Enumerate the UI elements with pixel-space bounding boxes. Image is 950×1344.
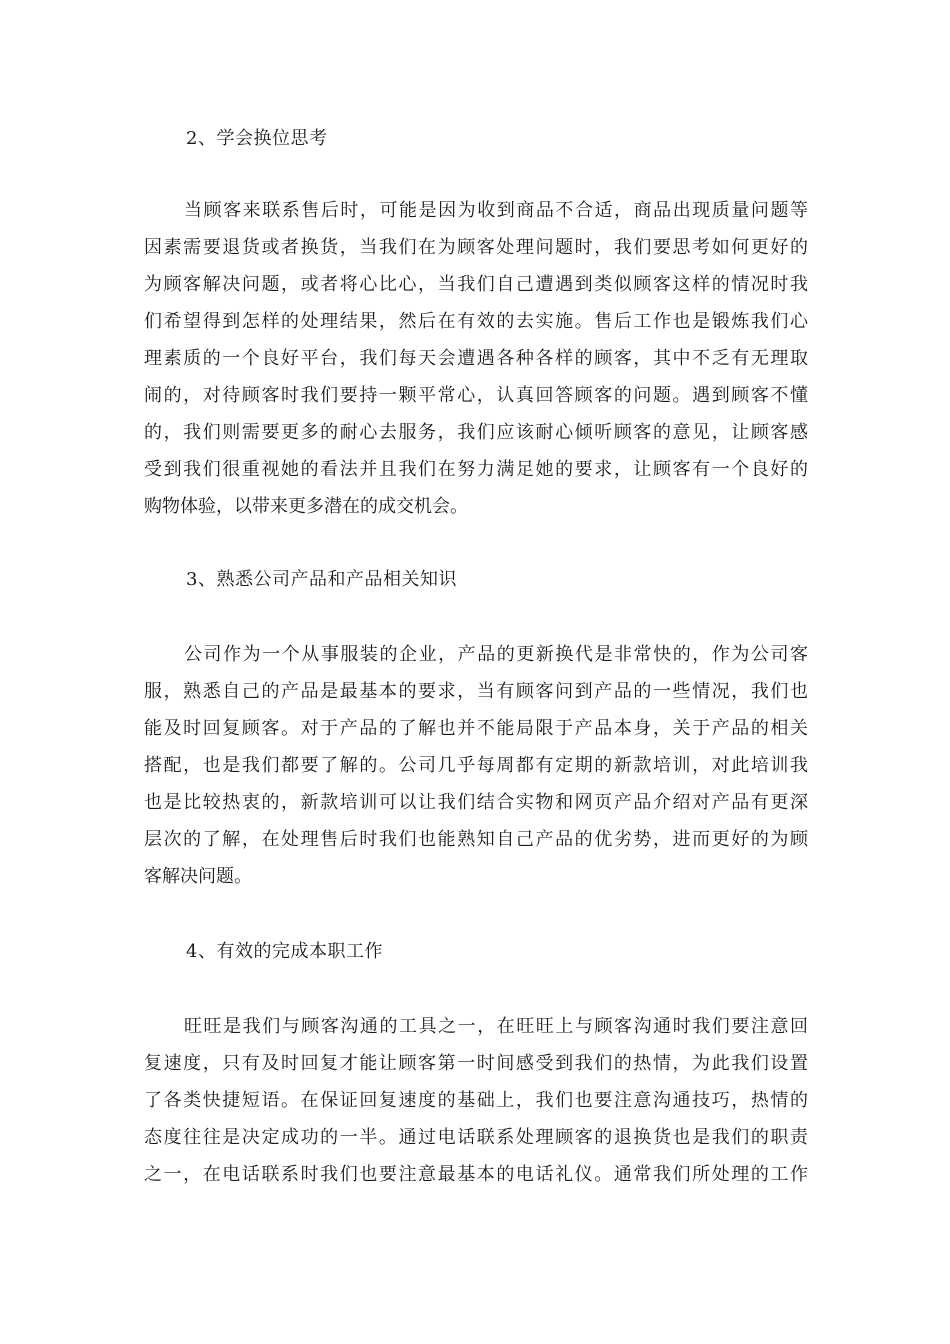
paragraph-line: 理素质的一个良好平台，我们每天会遭遇各种各样的顾客，其中不乏有无理取 bbox=[144, 348, 808, 369]
paragraph-line: 购物体验，以带来更多潜在的成交机会。 bbox=[144, 496, 468, 517]
paragraph-line: 搭配，也是我们都要了解的。公司几乎每周都有定期的新款培训，对此培训我 bbox=[144, 755, 808, 776]
paragraph-line: 旺旺是我们与顾客沟通的工具之一，在旺旺上与顾客沟通时我们要注意回 bbox=[184, 1016, 808, 1037]
section-heading-4: 4、有效的完成本职工作 bbox=[186, 941, 383, 962]
paragraph-line: 了各类快捷短语。在保证回复速度的基础上，我们也要注意沟通技巧，热情的 bbox=[144, 1090, 808, 1111]
section-paragraph-2 bbox=[144, 192, 808, 525]
paragraph-line: 闹的，对待顾客时我们要持一颗平常心，认真回答顾客的问题。遇到顾客不懂 bbox=[144, 385, 808, 406]
paragraph-line: 服，熟悉自己的产品是最基本的要求，当有顾客问到产品的一些情况，我们也 bbox=[144, 681, 808, 702]
paragraph-line: 也是比较热衷的，新款培训可以让我们结合实物和网页产品介绍对产品有更深 bbox=[144, 792, 808, 813]
paragraph-line: 公司作为一个从事服装的企业，产品的更新换代是非常快的，作为公司客 bbox=[184, 644, 808, 665]
paragraph-line: 们希望得到怎样的处理结果，然后在有效的去实施。售后工作也是锻炼我们心 bbox=[144, 311, 808, 332]
paragraph-line: 当顾客来联系售后时，可能是因为收到商品不合适，商品出现质量问题等 bbox=[184, 200, 808, 221]
paragraph-line: 为顾客解决问题，或者将心比心，当我们自己遭遇到类似顾客这样的情况时我 bbox=[144, 274, 808, 295]
paragraph-line: 复速度，只有及时回复才能让顾客第一时间感受到我们的热情，为此我们设置 bbox=[144, 1053, 808, 1074]
section-paragraph-3 bbox=[144, 636, 808, 895]
section-heading-2: 2、学会换位思考 bbox=[186, 128, 328, 149]
paragraph-line: 之一，在电话联系时我们也要注意最基本的电话礼仪。通常我们所处理的工作 bbox=[144, 1164, 808, 1185]
paragraph-line: 的，我们则需要更多的耐心去服务，我们应该耐心倾听顾客的意见，让顾客感 bbox=[144, 422, 808, 443]
paragraph-line: 层次的了解，在处理售后时我们也能熟知自己产品的优劣势，进而更好的为顾 bbox=[144, 829, 808, 850]
paragraph-line: 受到我们很重视她的看法并且我们在努力满足她的要求，让顾客有一个良好的 bbox=[144, 459, 808, 480]
section-heading-3: 3、熟悉公司产品和产品相关知识 bbox=[186, 569, 457, 590]
paragraph-line: 态度往往是决定成功的一半。通过电话联系处理顾客的退换货也是我们的职责 bbox=[144, 1127, 808, 1148]
section-paragraph-4 bbox=[144, 1008, 808, 1193]
paragraph-line: 客解决问题。 bbox=[144, 866, 252, 887]
paragraph-line: 能及时回复顾客。对于产品的了解也并不能局限于产品本身，关于产品的相关 bbox=[144, 718, 808, 739]
paragraph-line: 因素需要退货或者换货，当我们在为顾客处理问题时，我们要思考如何更好的 bbox=[144, 237, 808, 258]
